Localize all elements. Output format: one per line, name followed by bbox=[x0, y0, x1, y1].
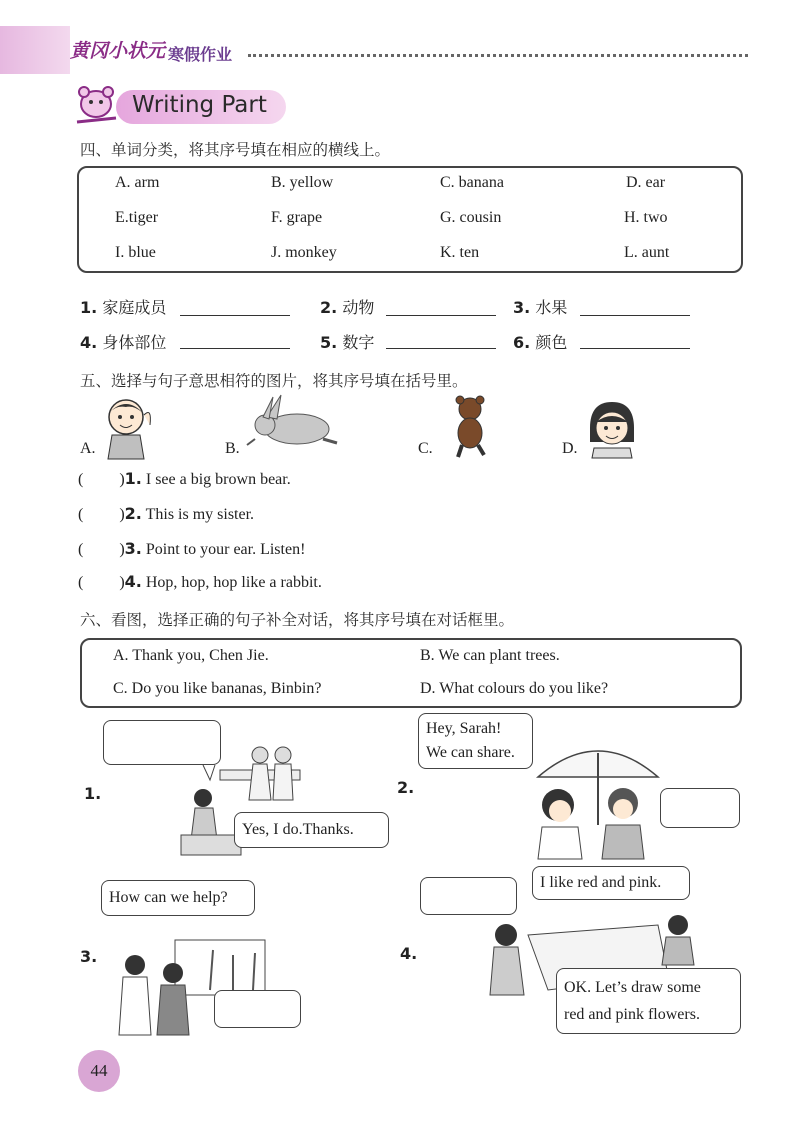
writing-part-title: Writing Part bbox=[132, 92, 267, 118]
answer-line-4[interactable] bbox=[180, 348, 290, 349]
q6-title: 六、看图，选择正确的句子补全对话，将其序号填在对话框里。 bbox=[80, 611, 515, 629]
category-1: 1. 家庭成员 bbox=[80, 298, 167, 317]
choice-b: B. We can plant trees. bbox=[420, 647, 560, 664]
header-band bbox=[0, 26, 70, 74]
q5-sentence-1: ( )1. I see a big brown bear. bbox=[78, 469, 291, 488]
answer-line-2[interactable] bbox=[386, 315, 496, 316]
option-c-label: C. bbox=[418, 440, 433, 457]
option-d-label: D. bbox=[562, 440, 578, 457]
section-title: 寒假作业 bbox=[168, 45, 233, 64]
answer-line-3[interactable] bbox=[580, 315, 690, 316]
word-item: C. banana bbox=[440, 174, 504, 191]
answer-line-6[interactable] bbox=[580, 348, 690, 349]
q5-sentence-4: ( )4. Hop, hop, hop like a rabbit. bbox=[78, 572, 322, 591]
scene-4-bubble: I like red and pink. bbox=[532, 866, 690, 900]
word-item: L. aunt bbox=[624, 244, 670, 261]
q5-sentence-3: ( )3. Point to your ear. Listen! bbox=[78, 539, 306, 558]
word-item: H. two bbox=[624, 209, 668, 226]
scene-1-reply-bubble: Yes, I do.Thanks. bbox=[234, 812, 389, 848]
rabbit-icon bbox=[245, 395, 340, 450]
category-4: 4. 身体部位 bbox=[80, 333, 167, 352]
category-6: 6. 颜色 bbox=[513, 333, 568, 352]
choice-c: C. Do you like bananas, Binbin? bbox=[113, 680, 322, 697]
word-item: F. grape bbox=[271, 209, 323, 226]
scene-4-reply-bubble: OK. Let’s draw some red and pink flowers. bbox=[556, 968, 741, 1034]
word-item: A. arm bbox=[115, 174, 160, 191]
word-item: K. ten bbox=[440, 244, 480, 261]
brand-logo: 黄冈小状元 bbox=[70, 40, 166, 62]
category-5: 5. 数字 bbox=[320, 333, 375, 352]
word-item: E.tiger bbox=[115, 209, 159, 226]
word-item: J. monkey bbox=[271, 244, 337, 261]
scene-3-bubble: How can we help? bbox=[101, 880, 255, 916]
scene-2-illustration bbox=[528, 735, 663, 860]
scene-2-bubble: Hey, Sarah! We can share. bbox=[418, 713, 533, 769]
boy-pointing-ear-icon bbox=[100, 395, 156, 460]
scene-3-empty-bubble[interactable] bbox=[214, 990, 301, 1028]
bear-icon bbox=[448, 393, 493, 461]
choice-a: A. Thank you, Chen Jie. bbox=[113, 647, 269, 664]
word-item: D. ear bbox=[626, 174, 666, 191]
option-b-label: B. bbox=[225, 440, 240, 457]
category-3: 3. 水果 bbox=[513, 298, 568, 317]
category-2: 2. 动物 bbox=[320, 298, 375, 317]
option-a-label: A. bbox=[80, 440, 96, 457]
scene-3-number: 3. bbox=[80, 947, 98, 966]
scene-2-number: 2. bbox=[397, 778, 415, 797]
choice-d: D. What colours do you like? bbox=[420, 680, 609, 697]
answer-line-5[interactable] bbox=[386, 348, 496, 349]
word-item: B. yellow bbox=[271, 174, 334, 191]
q5-title: 五、选择与句子意思相符的图片，将其序号填在括号里。 bbox=[80, 372, 468, 390]
scene-1-number: 1. bbox=[84, 784, 102, 803]
mascot-icon bbox=[72, 82, 120, 128]
girl-icon bbox=[582, 398, 642, 458]
scene-2-empty-bubble[interactable] bbox=[660, 788, 740, 828]
word-item: I. blue bbox=[115, 244, 156, 261]
scene-4-number: 4. bbox=[400, 944, 418, 963]
q5-sentence-2: ( )2. This is my sister. bbox=[78, 504, 255, 523]
word-item: G. cousin bbox=[440, 209, 502, 226]
header-divider bbox=[248, 54, 748, 57]
q4-title: 四、单词分类，将其序号填在相应的横线上。 bbox=[80, 141, 391, 159]
answer-line-1[interactable] bbox=[180, 315, 290, 316]
page-number: 44 bbox=[78, 1050, 120, 1092]
